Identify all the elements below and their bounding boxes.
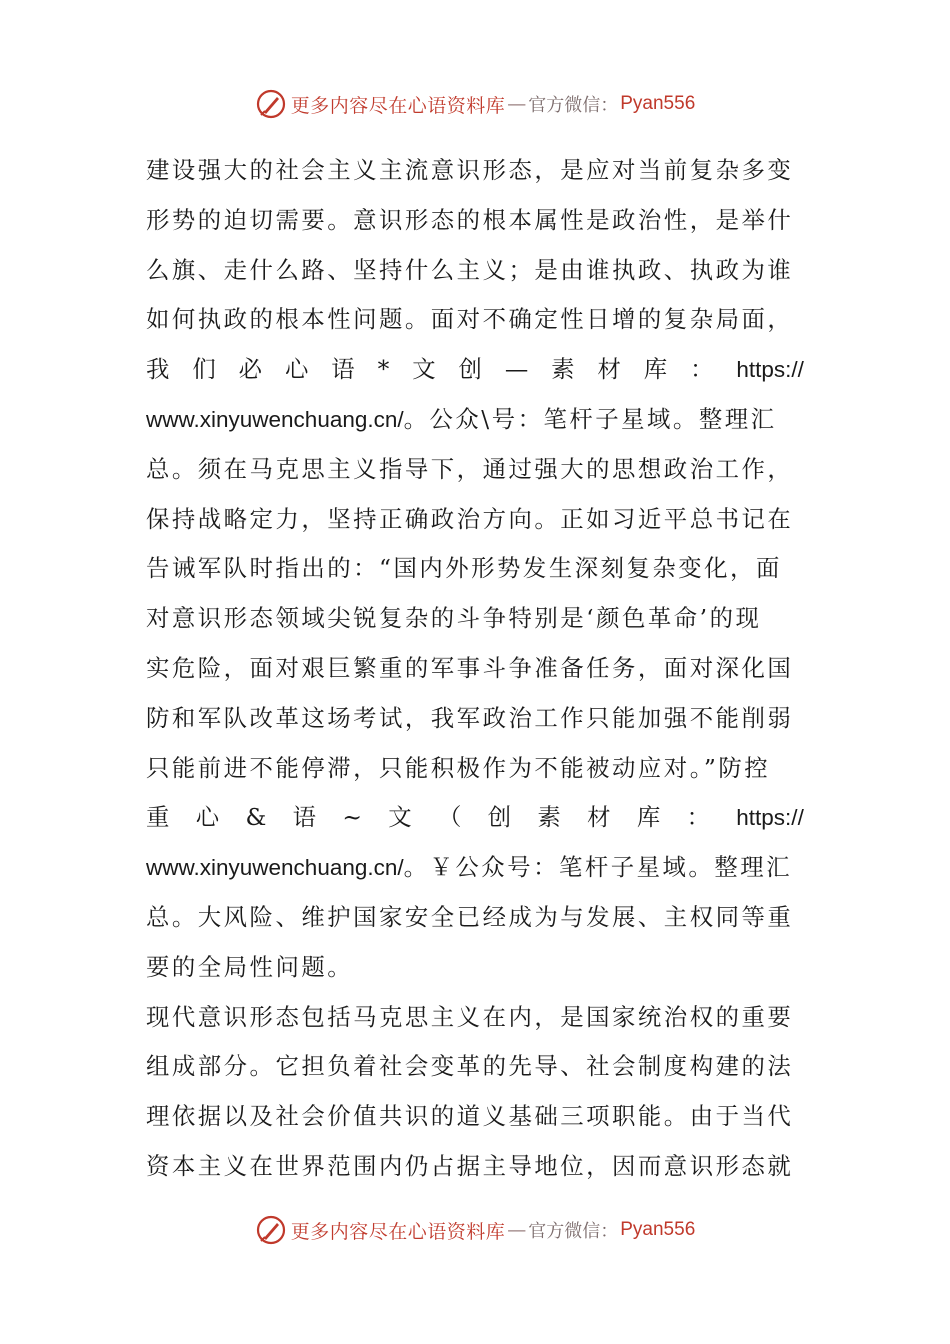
header-brand: 更多内容尽在心语资料库 [290, 94, 506, 117]
text-line: 保持战略定力，坚持正确政治方向。正如习近平总书记在 [146, 504, 794, 533]
footer-brand: 更多内容尽在心语资料库 [290, 1220, 506, 1243]
spaced-char: 心 [195, 803, 220, 832]
text-line-spaced [146, 345, 804, 395]
spaced-char: ： [686, 803, 710, 832]
footer-official: 官方微信： [528, 1221, 619, 1242]
text-line: 总。须在马克思主义指导下，通过强大的思想政治工作， [146, 454, 794, 483]
url-text: https:// [736, 805, 804, 831]
spaced-char: 必 [238, 355, 263, 384]
url-text: www.xinyuwenchuang.cn/ [146, 406, 404, 432]
spaced-char: 创 [458, 355, 482, 384]
spaced-char: 素 [537, 803, 561, 832]
spaced-char: 文 [388, 803, 412, 832]
text-line: 么旗、走什么路、坚持什么主义；是由谁执政、执政为谁 [146, 255, 794, 284]
text-line: 建设强大的社会主义主流意识形态，是应对当前复杂多变 [146, 156, 794, 184]
text-line: 只能前进不能停滞，只能积极作为不能被动应对。”防控 [146, 753, 771, 782]
spaced-char: 材 [597, 355, 621, 384]
text-line: 对意识形态领域尖锐复杂的斗争特别是‘颜色革命’的现 [146, 604, 762, 633]
spaced-char: 语 [331, 355, 355, 384]
footer-banner [0, 1210, 950, 1250]
text-line: 理依据以及社会价值共识的道义基础三项职能。由于当代 [146, 1102, 794, 1131]
document-body [146, 146, 804, 1192]
header-dash: — [507, 93, 527, 115]
text-line-spaced [146, 793, 804, 843]
spaced-char: 创 [487, 803, 512, 832]
spaced-char: ： [690, 355, 714, 384]
text-line: 资本主义在世界范围内仍占据主导地位，因而意识形态就 [146, 1151, 794, 1180]
spaced-char: 库 [643, 355, 668, 384]
text-line: 实危险，面对艰巨繁重的军事斗争准备任务，面对深化国 [146, 653, 794, 682]
footer-wechat-id: Pyan556 [620, 1219, 696, 1240]
spaced-char: 文 [412, 355, 436, 384]
spaced-char: 库 [636, 803, 661, 832]
text-line: 形势的迫切需要。意识形态的根本属性是政治性，是举什 [146, 205, 794, 234]
text-line: 如何执政的根本性问题。面对不确定性日增的复杂局面， [146, 305, 794, 334]
header-banner [0, 84, 950, 124]
spaced-char: 我 [146, 355, 170, 384]
header-wechat-id: Pyan556 [620, 93, 696, 114]
line-rest: 。公众\号：笔杆子星域。整理汇 [403, 404, 777, 433]
line-rest: 。￥公众号：笔杆子星域。整理汇 [403, 853, 792, 882]
text-line: 要的全局性问题。 [146, 952, 354, 981]
url-text: https:// [736, 357, 804, 383]
text-line: 总。大风险、维护国家安全已经成为与发展、主权同等重 [146, 902, 794, 931]
text-line [146, 843, 804, 893]
spaced-char: ~ [342, 803, 362, 832]
text-line [146, 395, 804, 445]
footer-dash: — [507, 1219, 527, 1241]
spaced-char: — [504, 355, 529, 384]
text-line: 组成部分。它担负着社会变革的先导、社会制度构建的法 [146, 1052, 794, 1081]
spaced-char: & [245, 803, 267, 832]
spaced-char: （ [437, 803, 462, 832]
text-line: 告诫军队时指出的：“国内外形势发生深刻复杂变化，面 [146, 554, 782, 583]
spaced-char: 语 [292, 803, 316, 832]
spaced-char: * [377, 355, 390, 384]
spaced-char: 素 [551, 355, 575, 384]
spaced-char: 重 [146, 803, 170, 832]
quill-logo-icon [255, 88, 287, 120]
header-official: 官方微信： [528, 95, 619, 116]
url-text: www.xinyuwenchuang.cn/ [146, 855, 404, 881]
spaced-char: 心 [284, 355, 309, 384]
spaced-char: 材 [587, 803, 611, 832]
quill-logo-icon [255, 1214, 287, 1246]
spaced-char: 们 [192, 355, 216, 384]
text-line: 现代意识形态包括马克思主义在内，是国家统治权的重要 [146, 1002, 794, 1031]
text-line: 防和军队改革这场考试，我军政治工作只能加强不能削弱 [146, 703, 794, 732]
